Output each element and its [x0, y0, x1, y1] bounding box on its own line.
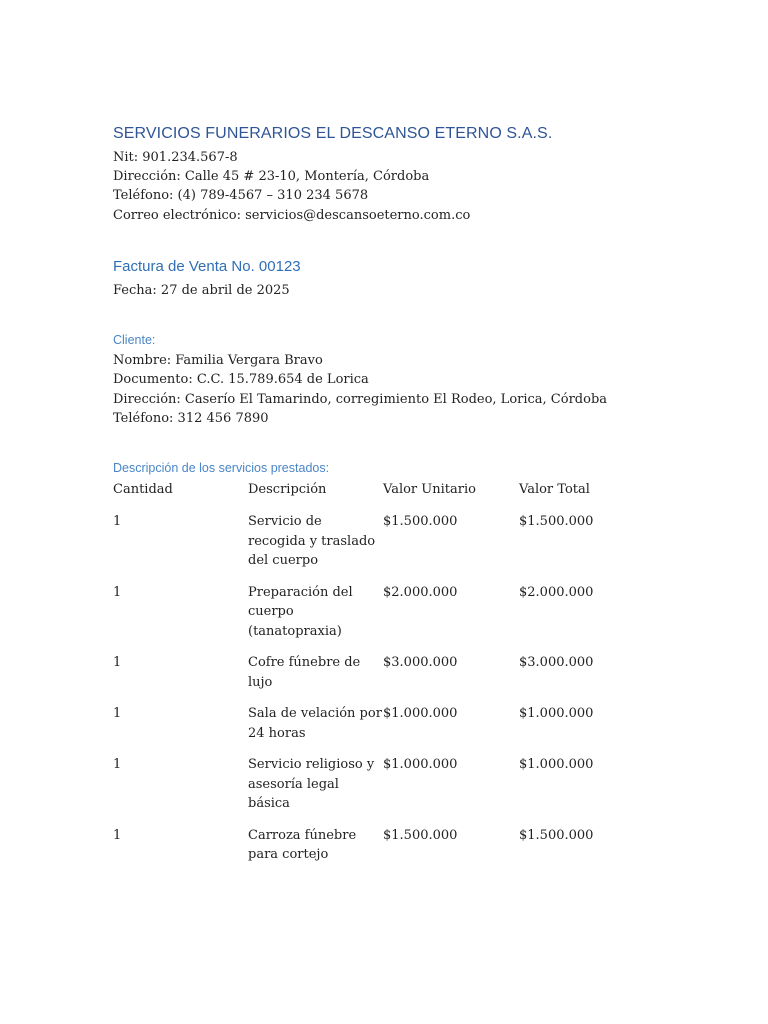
- table-row: [113, 755, 653, 814]
- client-document: Documento: C.C. 15.789.654 de Lorica: [113, 372, 369, 387]
- column-header-description: Descripción: [248, 482, 327, 497]
- row-description: Preparación del cuerpo (tanatopraxia): [248, 584, 353, 639]
- table-row: [113, 826, 653, 865]
- row-total: $1.500.000: [519, 514, 594, 529]
- client-name: Nombre: Familia Vergara Bravo: [113, 353, 323, 368]
- row-description: Servicio religioso y asesoría legal básica: [248, 757, 375, 811]
- company-nit: Nit: 901.234.567-8: [113, 150, 238, 165]
- row-unit-price: $1.000.000: [383, 757, 458, 772]
- row-quantity: 1: [113, 584, 122, 600]
- row-quantity: 1: [113, 827, 122, 843]
- table-row: [113, 512, 653, 571]
- row-total: $1.500.000: [519, 827, 594, 843]
- company-email: Correo electrónico: servicios@descansoeterno.com.co: [113, 208, 471, 223]
- row-description: Sala de velación por 24 horas: [248, 706, 382, 741]
- row-unit-price: $1.000.000: [383, 706, 458, 721]
- column-header-total: Valor Total: [519, 482, 590, 497]
- row-total: $2.000.000: [519, 584, 594, 600]
- row-total: $3.000.000: [519, 655, 594, 670]
- row-quantity: 1: [113, 757, 122, 772]
- row-description: Carroza fúnebre para cortejo: [248, 827, 357, 862]
- client-phone: Teléfono: 312 456 7890: [113, 411, 269, 426]
- services-table: [113, 480, 653, 877]
- client-heading: Cliente:: [113, 333, 156, 347]
- invoice-date: Fecha: 27 de abril de 2025: [113, 283, 290, 298]
- row-quantity: 1: [113, 514, 122, 529]
- services-heading: Descripción de los servicios prestados:: [113, 461, 330, 475]
- company-address: Dirección: Calle 45 # 23-10, Montería, Córdoba: [113, 169, 430, 184]
- company-phone: Teléfono: (4) 789-4567 – 310 234 5678: [113, 188, 369, 203]
- table-row: [113, 583, 653, 642]
- row-description: Servicio de recogida y traslado del cuerpo: [248, 514, 376, 568]
- table-header: [113, 480, 653, 512]
- client-address: Dirección: Caserío El Tamarindo, corregimiento El Rodeo, Lorica, Córdoba: [113, 392, 608, 407]
- row-unit-price: $1.500.000: [383, 827, 458, 843]
- column-header-quantity: Cantidad: [113, 482, 173, 497]
- row-unit-price: $2.000.000: [383, 584, 458, 600]
- row-total: $1.000.000: [519, 757, 594, 772]
- table-row: [113, 653, 653, 692]
- row-quantity: 1: [113, 706, 122, 721]
- row-total: $1.000.000: [519, 706, 594, 721]
- row-unit-price: $1.500.000: [383, 514, 458, 529]
- company-name: SERVICIOS FUNERARIOS EL DESCANSO ETERNO S.A.S.: [113, 125, 553, 142]
- row-quantity: 1: [113, 655, 122, 670]
- invoice-title: Factura de Venta No. 00123: [113, 258, 301, 275]
- column-header-unit-price: Valor Unitario: [383, 482, 476, 497]
- row-description: Cofre fúnebre de lujo: [248, 655, 361, 690]
- table-row: [113, 704, 653, 743]
- row-unit-price: $3.000.000: [383, 655, 458, 670]
